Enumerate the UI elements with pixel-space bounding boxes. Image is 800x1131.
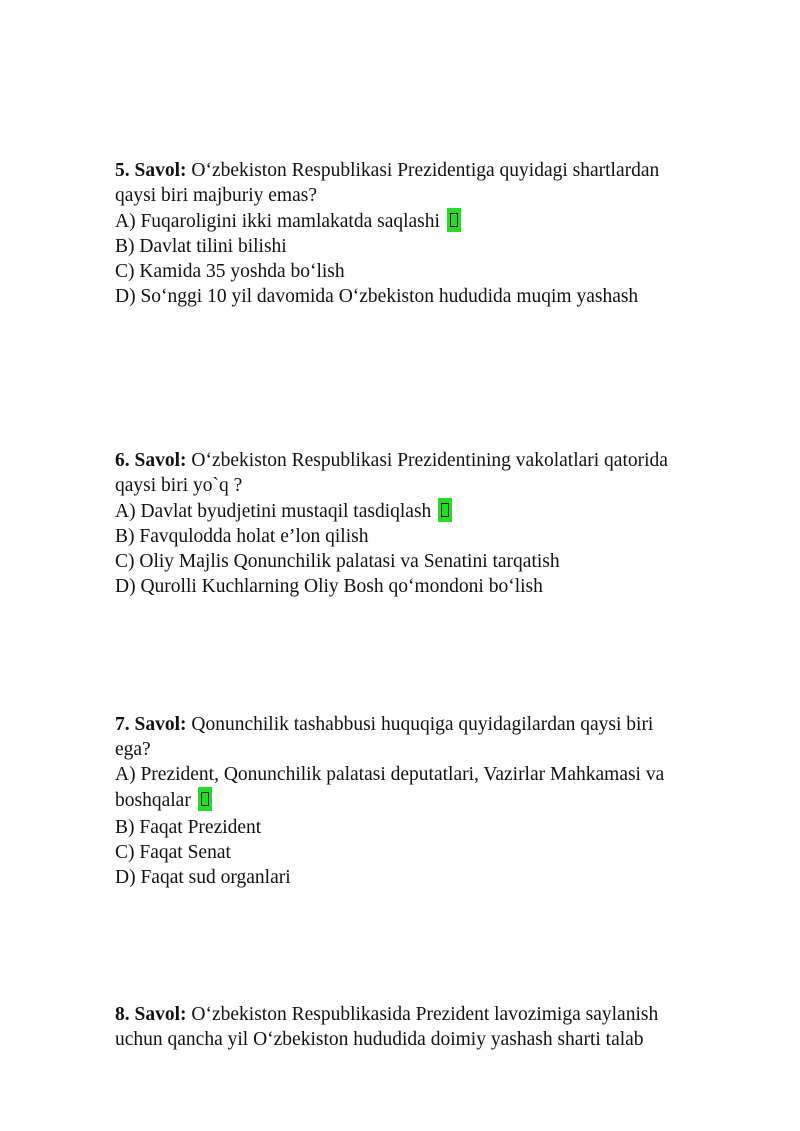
question-text: Qonunchilik tashabbusi huquqiga quyidagilardan qaysi biri [186,714,654,735]
question-number: 5. Savol: [115,160,187,181]
answer-option-b: B) Faqat Prezident [115,817,262,838]
answer-option-d: D) So‘nggi 10 yil davomida O‘zbekiston hududida muqim yashash [115,286,639,307]
answer-option-a-continuation [115,787,735,815]
answer-option-d: D) Faqat sud organlari [115,867,291,888]
question-text: ega? [115,739,151,760]
question-7 [115,712,735,890]
answer-option-c: C) Oliy Majlis Qonunchilik palatasi va Senatini tarqatish [115,551,560,572]
question-text: uchun qancha yil O‘zbekiston hududida doimiy yashash sharti talab [115,1029,644,1050]
question-text-line [115,448,735,473]
checkmark-box-icon [438,498,452,522]
question-text-line [115,1002,735,1027]
question-text: qaysi biri yo`q ? [115,475,243,496]
answer-option-a [115,498,735,524]
answer-option-a: A) Prezident, Qonunchilik palatasi deputatlari, Vazirlar Mahkamasi va [115,764,665,785]
question-text: O‘zbekiston Respublikasi Prezidentiga quyidagi shartlardan [186,160,660,181]
question-text: O‘zbekiston Respublikasi Prezidentining vakolatlari qatorida [186,450,668,471]
answer-option-d: D) Qurolli Kuchlarning Oliy Bosh qo‘mondoni bo‘lish [115,576,543,597]
question-number: 7. Savol: [115,714,187,735]
checkmark-box-icon [447,208,461,232]
answer-option-a [115,208,735,234]
checkmark-box-icon [198,787,212,811]
question-text-line [115,158,735,183]
question-number: 8. Savol: [115,1004,187,1025]
question-5 [115,158,735,309]
option-text: boshqalar [115,790,191,811]
option-text: A) Davlat byudjetini mustaqil tasdiqlash [115,501,432,522]
answer-option-b: B) Davlat tilini bilishi [115,236,287,257]
question-text: qaysi biri majburiy emas? [115,185,317,206]
answer-option-b: B) Favqulodda holat e’lon qilish [115,526,369,547]
question-text-line [115,712,735,737]
answer-option-c: C) Kamida 35 yoshda bo‘lish [115,261,345,282]
option-text: A) Fuqaroligini ikki mamlakatda saqlashi [115,211,440,232]
question-8 [115,1002,735,1052]
question-number: 6. Savol: [115,450,187,471]
question-6 [115,448,735,599]
answer-option-c: C) Faqat Senat [115,842,231,863]
question-text: O‘zbekiston Respublikasida Prezident lavozimiga saylanish [186,1004,659,1025]
